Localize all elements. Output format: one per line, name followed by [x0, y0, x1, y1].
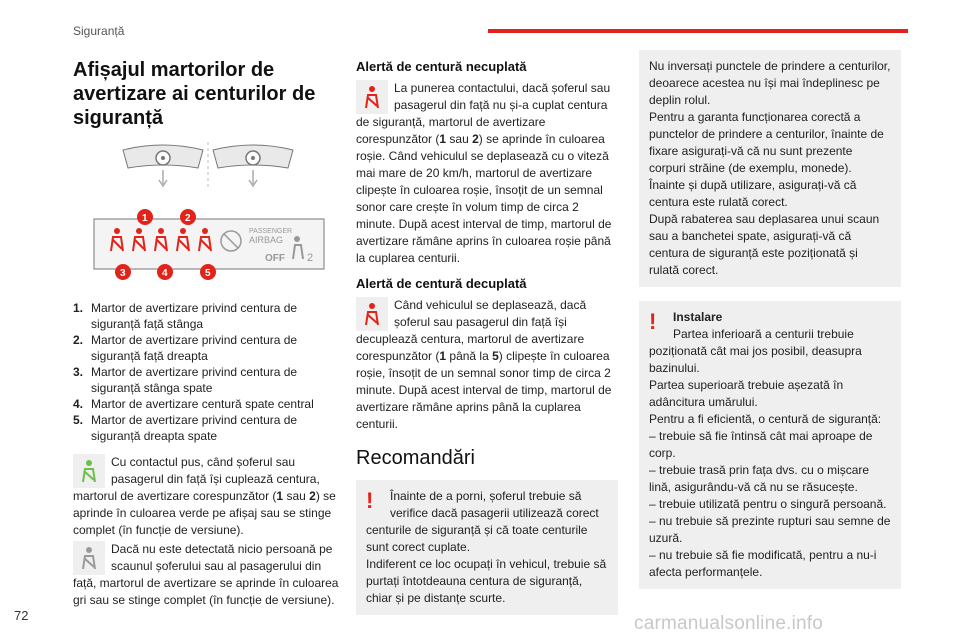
dashboard-illustration — [118, 140, 298, 196]
box-line: După rabaterea sau deplasarea unui scaun sau a banchetei spate, asigurați-vă că centura de siguranță este poziționată și rulată corect. — [649, 212, 880, 277]
legend-text: Martor de avertizare privind centura de siguranță stânga spate — [91, 365, 298, 395]
legend-text: Martor de avertizare privind centura de siguranță dreapta spate — [91, 413, 298, 443]
legend-text: Martor de avertizare privind centura de siguranță față stânga — [91, 301, 298, 331]
seatbelt-grey-icon — [73, 541, 105, 575]
seatbelt-red-icon — [356, 80, 388, 114]
legend-num: 1. — [73, 301, 84, 315]
no-occupant-grey-paragraph — [73, 541, 343, 609]
box-line: Indiferent ce loc ocupați în vehicul, trebuie să purtați întotdeauna centura de siguranță, chiar și pe distanțe scurte. — [366, 557, 607, 605]
callout-1-label: 1 — [142, 213, 148, 224]
box-line: – nu trebuie să fie modificată, pentru a nu-i afecta performanțele. — [649, 548, 877, 579]
unbuckled2-heading: Alertă de centură decuplată — [356, 276, 527, 291]
legend-list — [73, 300, 343, 444]
seat-number: 2 — [307, 252, 314, 264]
legend-num: 2. — [73, 333, 84, 347]
box-line: Partea inferioară a centurii trebuie poziționată cât mai jos posibil, deasupra bazinului. — [649, 327, 862, 375]
installation-heading: Instalare — [673, 310, 723, 324]
text-part: Când vehiculul se deplasează, dacă șoferul sau pasagerul din față își decuplează centura, martorul de avertizare corespunzător ( — [356, 298, 587, 363]
box-line: – trebuie să fie întinsă cât mai aproape de corp. — [649, 429, 873, 460]
text-bold: 2 — [472, 132, 479, 146]
header-accent-bar — [488, 29, 908, 33]
box-line: – trebuie utilizată pentru o singură persoană. — [649, 497, 887, 511]
column-right — [639, 50, 901, 589]
off-label: OFF — [265, 253, 285, 264]
legend-text: Martor de avertizare centură spate central — [91, 397, 314, 411]
watermark: carmanualsonline.info — [634, 613, 824, 634]
seatbelt-warning-panel — [93, 209, 325, 281]
text-part: sau — [283, 489, 310, 503]
legend-item — [73, 300, 343, 332]
recommendations-heading: Recomandări — [356, 447, 475, 469]
box-line: – nu trebuie să prezinte rupturi sau semne de uzură. — [649, 514, 891, 545]
unbuckled-paragraph — [356, 80, 618, 267]
buckled-green-paragraph — [73, 454, 343, 539]
recommendations-box — [356, 480, 618, 615]
installation-box — [639, 301, 901, 589]
text-bold: 1 — [276, 489, 284, 503]
callout-2-label: 2 — [185, 213, 191, 224]
airbag-label: AIRBAG — [249, 235, 284, 245]
text-part: ) clipește în culoarea roșie, însoțit de un semnal sonor timp de circa 2 minute. După acest interval de timp, martorul de avertizare rămâne aprins până la cuplarea centurii. — [356, 349, 612, 431]
callout-4-label: 4 — [162, 268, 168, 279]
text-part: până la — [446, 349, 493, 363]
legend-item — [73, 396, 343, 412]
box-line: Partea superioară trebuie așezată în adâncitura umărului. — [649, 378, 844, 409]
box-line: Pentru a garanta funcționarea corectă a punctelor de prindere a centurilor, înainte de fixare asigurați-vă că nu sunt prezente corpuri străine (de exemplu, monede). — [649, 110, 884, 175]
text-part: sau — [446, 132, 473, 146]
unbuckled-heading: Alertă de centură necuplată — [356, 59, 527, 74]
text-part: Dacă nu este detectată nicio persoană pe scaunul șoferului sau al pasagerului din față, martorul de avertizare se aprinde în culoarea gri sau se stinge complet (în funcție de versiune). — [73, 542, 339, 607]
page-number: 72 — [14, 608, 29, 623]
box-line: Nu inversați punctele de prindere a centurilor, deoarece acestea nu își mai îndeplinesc pe deplin rolul. — [649, 59, 891, 107]
legend-num: 4. — [73, 397, 84, 411]
box-line: – trebuie trasă prin fața dvs. cu o mișcare lină, asigurându-vă că nu se răsucește. — [649, 463, 870, 494]
legend-num: 5. — [73, 413, 84, 427]
text-bold: 2 — [309, 489, 316, 503]
info-box — [639, 50, 901, 287]
column-middle — [356, 58, 618, 615]
warning-exclamation-icon: ! — [366, 488, 374, 513]
text-part: La punerea contactului, dacă șoferul sau pasagerul din față nu și-a cuplat centura de siguranță, martorul de avertizare corespunzător ( — [356, 81, 611, 146]
box-line: Înainte și după utilizare, asigurați-vă că centura este rulată corect. — [649, 178, 857, 209]
seatbelt-green-icon — [73, 454, 105, 488]
title-line-3: siguranță — [73, 107, 164, 129]
callout-3-label: 3 — [120, 268, 126, 279]
text-part: ) se aprinde în culoarea verde pe afișaj sau se stinge complet (în funcție de versiune). — [73, 489, 336, 537]
legend-item — [73, 364, 343, 396]
box-line: Înainte de a porni, șoferul trebuie să verifice dacă pasagerii utilizează corect centurile de siguranță și că toate centurile sunt corect cuplate. — [366, 489, 599, 554]
page-title — [73, 58, 343, 130]
legend-num: 3. — [73, 365, 84, 379]
legend-text: Martor de avertizare privind centura de siguranță față dreapta — [91, 333, 298, 363]
legend-item — [73, 332, 343, 364]
title-line-2: avertizare ai centurilor de — [73, 83, 316, 105]
text-part: ) se aprinde în culoarea roșie. Când vehiculul se deplasează cu o viteză mai mare de 20 km/h, martorul de avertizare clipește în culoarea roșie, însoțit de un semnal sonor care crește în volum timp de circa 2 minute. După acest interval de timp, martorul de avertizare rămâne aprins în culoarea roșie până la cuplarea centurii. — [356, 132, 612, 265]
text-bold: 1 — [439, 349, 447, 363]
legend-item — [73, 412, 343, 444]
text-part: Cu contactul pus, când șoferul sau pasagerul din față își cuplează centura, martorul de avertizare corespunzător ( — [73, 455, 320, 503]
callout-5-label: 5 — [205, 268, 211, 279]
column-left — [73, 58, 343, 609]
text-bold: 1 — [439, 132, 447, 146]
unbuckled2-paragraph — [356, 297, 618, 433]
box-line: Pentru a fi eficientă, o centură de siguranță: — [649, 412, 882, 426]
text-bold: 5 — [492, 349, 499, 363]
running-header: Siguranță — [73, 24, 125, 38]
title-line-1: Afișajul martorilor de — [73, 59, 275, 81]
passenger-label: PASSENGER — [249, 228, 293, 235]
warning-exclamation-icon: ! — [649, 309, 657, 334]
seatbelt-red-icon — [356, 297, 388, 331]
